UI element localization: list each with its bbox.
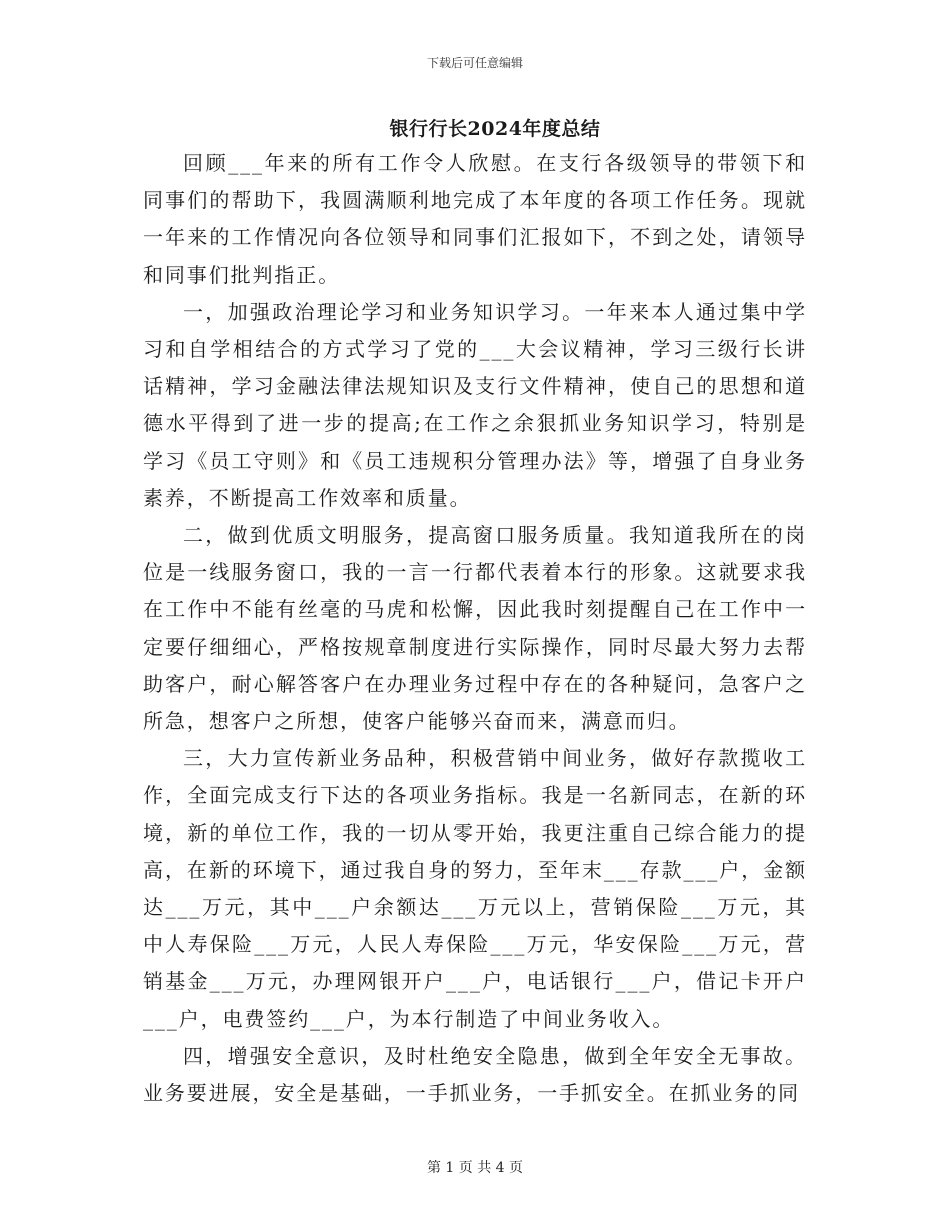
document-title: 银行行长2024年度总结 bbox=[389, 118, 601, 140]
page-number: 第 1 页 共 4 页 bbox=[426, 1160, 524, 1176]
paragraph-section-1: 一，加强政治理论学习和业务知识学习。一年来本人通过集中学习和自学相结合的方式学习了党的___大会议精神，学习三级行长讲话精神，学习金融法律法规知识及支行文件精神，使自己的思想和道德水平得到了进一步的提高;在工作之余狠抓业务知识学习，特别是学习《员工守则》和《员工违规积分管理办法》等，增强了自身业务素养，不断提高工作效率和质量。 bbox=[143, 299, 807, 510]
paragraph-section-2: 二，做到优质文明服务，提高窗口服务质量。我知道我所在的岗位是一线服务窗口，我的一言一行都代表着本行的形象。这就要求我在工作中不能有丝毫的马虎和松懈，因此我时刻提醒自己在工作中一定要仔细细心，严格按规章制度进行实际操作，同时尽最大努力去帮助客户，耐心解答客户在办理业务过程中存在的各种疑问，急客户之所急，想客户之所想，使客户能够兴奋而来，满意而归。 bbox=[143, 523, 807, 734]
paragraph-section-4: 四，增强安全意识，及时杜绝安全隐患，做到全年安全无事故。业务要进展，安全是基础，一手抓业务，一手抓安全。在抓业务的同 bbox=[143, 1043, 807, 1106]
paragraph-intro: 回顾___年来的所有工作令人欣慰。在支行各级领导的带领下和同事们的帮助下，我圆满顺利地完成了本年度的各项工作任务。现就一年来的工作情况向各位领导和同事们汇报如下，不到之处，请领导和同事们批判指正。 bbox=[143, 151, 807, 287]
header-note: 下载后可任意编辑 bbox=[426, 56, 523, 70]
document-body bbox=[143, 145, 807, 1112]
paragraph-section-3: 三，大力宣传新业务品种，积极营销中间业务，做好存款揽收工作，全面完成支行下达的各项业务指标。我是一名新同志，在新的环境，新的单位工作，我的一切从零开始，我更注重自己综合能力的提高，在新的环境下，通过我自身的努力，至年末___存款___户，金额达___万元，其中___户余额达___万元以上，营销保险___万元，其中人寿保险___万元，人民人寿保险___万元，华安保险___万元，营销基金___万元，办理网银开户___户，电话银行___户，借记卡开户___户，电费签约___户，为本行制造了中间业务收入。 bbox=[143, 746, 807, 1031]
